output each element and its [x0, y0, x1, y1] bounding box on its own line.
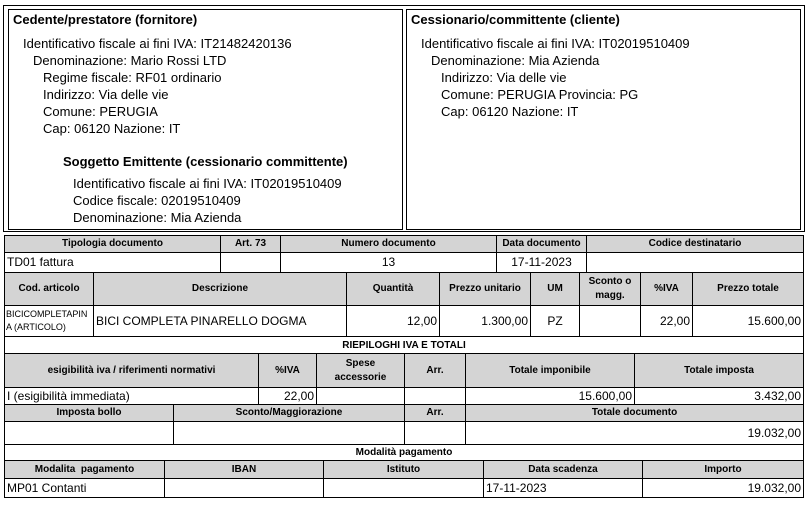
documento-header-row: [5, 236, 804, 253]
header-riepilogo-arrotondamento: Arr.: [405, 354, 466, 388]
cell-imposta-bollo: [5, 422, 174, 445]
table-row: [5, 306, 804, 337]
cedente-cap-label: Cap:: [43, 121, 71, 136]
cell-codice-destinatario: [587, 253, 804, 273]
header-modalita-pagamento: Modalita pagamento: [5, 461, 165, 479]
header-esigibilita: esigibilità iva / riferimenti normativi: [5, 354, 259, 388]
soggetto-emittente-codice-fiscale: [73, 192, 402, 209]
documento-data-row: [5, 253, 804, 273]
cell-cod-articolo: BICICOMPLETAPINA (ARTICOLO): [5, 306, 94, 337]
header-totale-documento: Totale documento: [466, 405, 804, 422]
cessionario-indirizzo-label: Indirizzo:: [441, 70, 494, 85]
cell-aliquota-iva: 22,00: [641, 306, 693, 337]
cessionario-provincia-label: Provincia:: [558, 87, 616, 102]
soggetto-emittente-id-fiscale-label: Identificativo fiscale ai fini IVA:: [73, 176, 247, 191]
cell-riepilogo-arrotondamento: [405, 388, 466, 405]
cedente-id-fiscale-value: IT21482420136: [200, 36, 292, 51]
cell-iban: [165, 479, 324, 498]
pagamento-header-row: [5, 461, 804, 479]
cessionario-box: [406, 9, 801, 230]
cessionario-cap-nazione: [441, 103, 800, 120]
header-art73: Art. 73: [221, 236, 281, 253]
cell-sconto-maggiorazione: [580, 306, 641, 337]
cessionario-nazione-value: IT: [566, 104, 579, 119]
cell-totali-arrotondamento: [405, 422, 466, 445]
table-row: [5, 388, 804, 405]
cessionario-denominazione-value: Mia Azienda: [528, 53, 600, 68]
cell-istituto: [324, 479, 484, 498]
header-istituto: Istituto: [324, 461, 484, 479]
header-riepilogo-aliquota-iva: %IVA: [259, 354, 317, 388]
soggetto-emittente-denominazione-value: Mia Azienda: [170, 210, 242, 225]
cell-tipologia-documento: TD01 fattura: [5, 253, 221, 273]
header-descrizione: Descrizione: [94, 273, 347, 306]
totali-data-row: [5, 422, 804, 445]
soggetto-emittente-codice-fiscale-label: Codice fiscale:: [73, 193, 158, 208]
header-data-scadenza: Data scadenza: [484, 461, 643, 479]
header-tipologia-documento: Tipologia documento: [5, 236, 221, 253]
header-codice-destinatario: Codice destinatario: [587, 236, 804, 253]
cell-numero-documento: 13: [281, 253, 497, 273]
cessionario-comune-value: PERUGIA: [497, 87, 556, 102]
pagamento-title-row: [5, 445, 804, 461]
soggetto-emittente-id-fiscale: [73, 175, 402, 192]
cell-art73: [221, 253, 281, 273]
cedente-title: Cedente/prestatore (fornitore): [13, 12, 198, 27]
linee-header-row: [5, 273, 804, 306]
cell-data-scadenza: 17-11-2023: [484, 479, 643, 498]
cell-modalita-pagamento: MP01 Contanti: [5, 479, 165, 498]
cedente-denominazione-label: Denominazione:: [33, 53, 127, 68]
cell-quantita: 12,00: [347, 306, 440, 337]
soggetto-emittente-denominazione-label: Denominazione:: [73, 210, 167, 225]
header-totale-imposta: Totale imposta: [635, 354, 804, 388]
cessionario-title: Cessionario/committente (cliente): [411, 12, 620, 27]
cell-importo: 19.032,00: [643, 479, 804, 498]
cell-spese-accessorie: [317, 388, 405, 405]
cell-totale-imposta: 3.432,00: [635, 388, 804, 405]
cedente-nazione-value: IT: [168, 121, 181, 136]
soggetto-emittente-id-fiscale-value: IT02019510409: [250, 176, 342, 191]
cedente-id-fiscale: [23, 35, 402, 52]
totali-header-row: [5, 405, 804, 422]
header-totali-arrotondamento: Arr.: [405, 405, 466, 422]
riepiloghi-title: RIEPILOGHI IVA E TOTALI: [5, 337, 804, 354]
cessionario-denominazione-label: Denominazione:: [431, 53, 525, 68]
header-quantita: Quantità: [347, 273, 440, 306]
pagamento-title: Modalità pagamento: [5, 445, 804, 461]
header-imposta-bollo: Imposta bollo: [5, 405, 174, 422]
cedente-regime-fiscale-label: Regime fiscale:: [43, 70, 132, 85]
header-sconto-maggiorazione: Sconto o magg.: [580, 273, 641, 306]
cedente-nazione-label: Nazione:: [113, 121, 166, 136]
header-prezzo-totale: Prezzo totale: [693, 273, 804, 306]
header-sconto-maggiorazione-totale: Sconto/Maggiorazione: [174, 405, 405, 422]
header-spese-accessorie: Spese accessorie: [317, 354, 405, 388]
cessionario-indirizzo-value: Via delle vie: [496, 70, 567, 85]
cell-totale-documento: 19.032,00: [466, 422, 804, 445]
cedente-regime-fiscale-value: RF01 ordinario: [135, 70, 222, 85]
header-prezzo-unitario: Prezzo unitario: [440, 273, 531, 306]
cedente-cap-value: 06120: [74, 121, 111, 136]
cedente-indirizzo: [43, 86, 402, 103]
soggetto-emittente-denominazione: [73, 209, 402, 226]
cedente-regime-fiscale: [43, 69, 402, 86]
cedente-comune-label: Comune:: [43, 104, 96, 119]
cessionario-id-fiscale: [421, 35, 800, 52]
cell-data-documento: 17-11-2023: [497, 253, 587, 273]
cedente-cap-nazione: [43, 120, 402, 137]
header-data-documento: Data documento: [497, 236, 587, 253]
cell-riepilogo-aliquota-iva: 22,00: [259, 388, 317, 405]
riepiloghi-header-row: [5, 354, 804, 388]
cedente-indirizzo-label: Indirizzo:: [43, 87, 96, 102]
header-numero-documento: Numero documento: [281, 236, 497, 253]
table-row: [5, 479, 804, 498]
cessionario-id-fiscale-value: IT02019510409: [598, 36, 690, 51]
cessionario-denominazione: [431, 52, 800, 69]
cedente-box: [8, 9, 403, 230]
cedente-id-fiscale-label: Identificativo fiscale ai fini IVA:: [23, 36, 197, 51]
cedente-indirizzo-value: Via delle vie: [98, 87, 169, 102]
cedente-comune: [43, 103, 402, 120]
cell-prezzo-totale: 15.600,00: [693, 306, 804, 337]
cessionario-cap-value: 06120: [472, 104, 509, 119]
header-cod-articolo: Cod. articolo: [5, 273, 94, 306]
cedente-denominazione-value: Mario Rossi LTD: [130, 53, 227, 68]
cell-sconto-maggiorazione-totale: [174, 422, 405, 445]
cessionario-indirizzo: [441, 69, 800, 86]
invoice-tables: [4, 235, 804, 498]
cell-esigibilita: I (esigibilità immediata): [5, 388, 259, 405]
cell-descrizione: BICI COMPLETA PINARELLO DOGMA: [94, 306, 347, 337]
cessionario-cap-label: Cap:: [441, 104, 469, 119]
cedente-denominazione: [33, 52, 402, 69]
header-importo: Importo: [643, 461, 804, 479]
cessionario-comune-label: Comune:: [441, 87, 494, 102]
header-aliquota-iva: %IVA: [641, 273, 693, 306]
soggetto-emittente-codice-fiscale-value: 02019510409: [161, 193, 241, 208]
header-um: UM: [531, 273, 580, 306]
header-iban: IBAN: [165, 461, 324, 479]
cell-totale-imponibile: 15.600,00: [466, 388, 635, 405]
cessionario-comune-provincia: [441, 86, 800, 103]
cell-um: PZ: [531, 306, 580, 337]
cessionario-id-fiscale-label: Identificativo fiscale ai fini IVA:: [421, 36, 595, 51]
cessionario-provincia-value: PG: [619, 87, 639, 102]
riepiloghi-title-row: [5, 337, 804, 354]
soggetto-emittente-title: Soggetto Emittente (cessionario committente): [63, 154, 348, 169]
cessionario-nazione-label: Nazione:: [511, 104, 564, 119]
header-totale-imponibile: Totale imponibile: [466, 354, 635, 388]
cell-prezzo-unitario: 1.300,00: [440, 306, 531, 337]
cedente-comune-value: PERUGIA: [99, 104, 158, 119]
